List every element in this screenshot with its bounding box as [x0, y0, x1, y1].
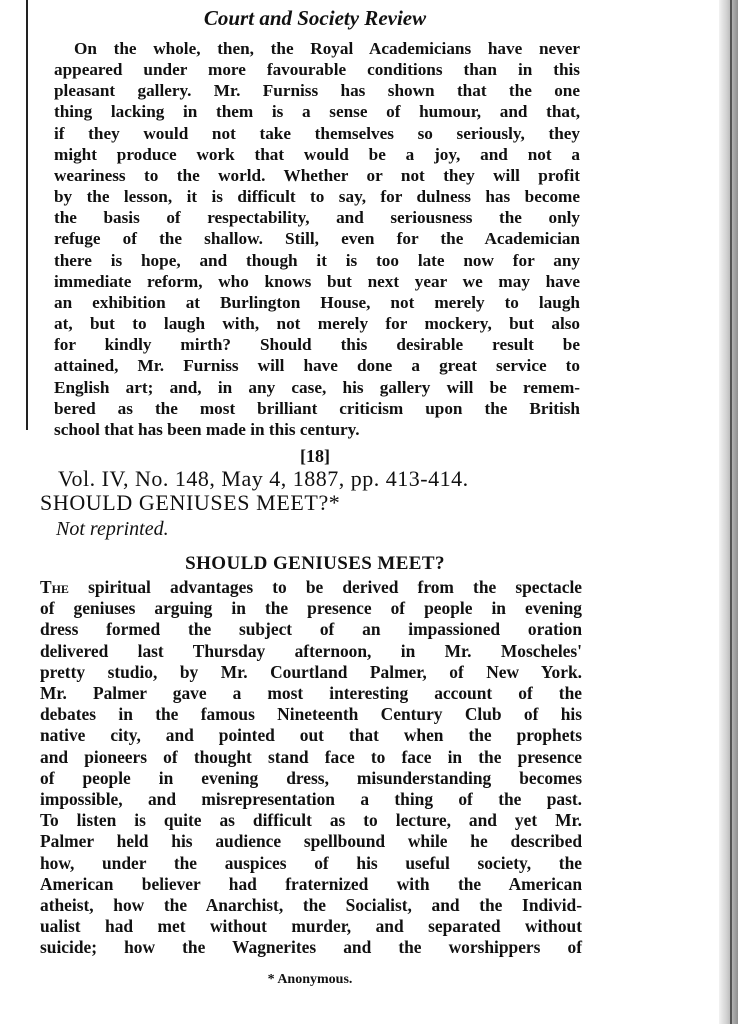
body-line: English art; and, in any case, his gallery will be remem- [54, 377, 580, 397]
entry-number: [18] [300, 446, 330, 466]
first-line-rest: spiritual advantages to be derived from the spectacle [68, 577, 582, 597]
body-line: bered as the most brilliant criticism upon the British [54, 398, 580, 418]
body-line: debates in the famous Nineteenth Century Club of his [40, 704, 582, 725]
body-line: ualist had met without murder, and separated without [40, 916, 582, 937]
body-line: and pioneers of thought stand face to face in the presence [40, 746, 582, 767]
body-line: native city, and pointed out that when the prophets [40, 725, 582, 746]
body-line: impossible, and misrepresentation a thing of the past. [40, 789, 582, 810]
body-line: for kindly mirth? Should this desirable result be [54, 335, 580, 355]
body-line: the basis of respectability, and seriousness the only [54, 208, 580, 228]
body-line: immediate reform, who knows but next year we may have [54, 271, 580, 291]
body-line: dress formed the subject of an impassioned oration [40, 619, 582, 640]
body-line: of people in evening dress, misunderstanding becomes [40, 767, 582, 788]
body-line: thing lacking in them is a sense of humour, and that, [54, 102, 580, 122]
body-line: delivered last Thursday afternoon, in Mr. Moscheles' [40, 640, 582, 661]
entry-title: SHOULD GENIUSES MEET?* [40, 490, 341, 515]
body-line: how, under the auspices of his useful society, the [40, 852, 582, 873]
body-line: at, but to laugh with, not merely for mockery, but also [54, 314, 580, 334]
body-line: there is hope, and though it is too late now for any [54, 250, 580, 270]
footnote: * Anonymous. [267, 972, 353, 987]
running-head: Court and Society Review [203, 6, 427, 30]
body-line: weariness to the world. Whether or not they will profit [54, 165, 580, 185]
page-edge-shadow [719, 0, 738, 1024]
body-line: Mr. Palmer gave a most interesting account of the [40, 683, 582, 704]
body-line: On the whole, then, the Royal Academicians have never [74, 39, 580, 58]
body-line: Palmer held his audience spellbound while he described [40, 831, 582, 852]
body-line: pretty studio, by Mr. Courtland Palmer, of New York. [40, 661, 582, 682]
not-reprinted-note: Not reprinted. [56, 518, 169, 540]
page-edge-line [730, 0, 732, 1024]
body-line: To listen is quite as difficult as to lecture, and yet Mr. [40, 810, 582, 831]
closing-paragraph [54, 38, 580, 440]
body-line: by the lesson, it is difficult to say, for dulness has become [54, 187, 580, 207]
citation: Vol. IV, No. 148, May 4, 1887, pp. 413-414. [58, 466, 469, 491]
body-line [40, 577, 582, 598]
body-line: American believer had fraternized with the American [40, 873, 582, 894]
body-line: if they would not take themselves so seriously, they [54, 123, 580, 143]
article-body-paragraph [40, 577, 582, 959]
article-title: SHOULD GENIUSES MEET? [185, 553, 445, 574]
drop-word: The [40, 577, 69, 597]
body-line: pleasant gallery. Mr. Furniss has shown that the one [54, 81, 580, 101]
body-line: refuge of the shallow. Still, even for the Academician [54, 229, 580, 249]
body-line: of geniuses arguing in the presence of people in evening [40, 598, 582, 619]
body-line: might produce work that would be a joy, and not a [54, 144, 580, 164]
body-line: an exhibition at Burlington House, not merely to laugh [54, 292, 580, 312]
left-margin-rule [26, 0, 28, 430]
body-line: attained, Mr. Furniss will have done a great service to [54, 356, 580, 376]
body-line: school that has been made in this century. [54, 419, 360, 439]
body-line: atheist, how the Anarchist, the Socialist, and the Individ- [40, 895, 582, 916]
body-line: appeared under more favourable conditions than in this [54, 60, 580, 80]
body-line: suicide; how the Wagnerites and the worshippers of [40, 937, 582, 958]
